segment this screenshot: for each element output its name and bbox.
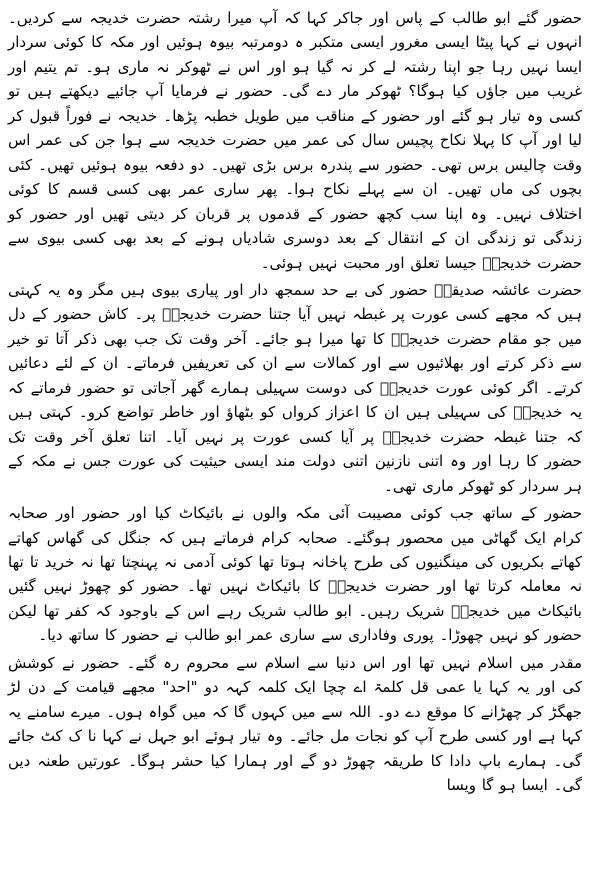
- paragraph-boycott: حضور کے ساتھ جب کوئی مصیبت آئی مکہ والوں نے بائیکاٹ کیا اور حضور اور صحابہ کرام ایک گھاٹی میں محصور ہوگئے۔ صحابہ کرام فرماتے ہیں کہ جنگل کی گھاس کھاتے کھاتے بکریوں کی مینگنیوں کی طرح پاخانہ ہوتا تھا کوئی آدمی نہ پہنچتا تھا نہ خرید تا تھا نہ معاملہ کرتا تھا اور حضرت خدیجہؓ کا بائیکاٹ نہیں تھا۔ حضور کو چھوڑ نہیں گئیں بائیکاٹ میں خدیجہؓ شریک رہیں۔ ابو طالب شریک رہے اس کے باوجود کہ کفر تھا لیکن حضور کو نہیں چھوڑا۔ پوری وفاداری سے ساری عمر ابو طالب نے حضور کا ساتھ دیا۔: [8, 504, 582, 645]
- paragraph-aisha-testimony: حضرت عائشہ صدیقہؓ حضور کی بے حد سمجھ دار اور پیاری بیوی ہیں مگر وہ یہ کہتی ہیں کہ مجھے کسی عورت پر غبطہ نہیں آیا جتنا حضرت خدیجہؓ پر۔ کاش حضور کے دل میں جو مقام حضرت خدیجہؓ کا تھا میرا ہو جائے۔ آخر وقت تک جب بھی ذکر آتا تو خیر سے ذکر کرتے اور بھلائیوں سے اور کمالات سے ان کی تعریفیں فرماتے۔ ان کے لئے دعائیں کرتے۔ اگر کوئی عورت خدیجہؓ کی دوست سہیلی ہمارے گھر آجاتی تو حضور فرماتے کہ یہ خدیجہؓ کی سہیلی ہیں ان کا اعزاز کرواں کو بٹھاؤ اور خاطر تواضع کرو۔ کہتی ہیں کہ جتنا غبطہ حضرت خدیجہؓ پر آیا کسی عورت پر نہیں آیا۔ اتنا تعلق آخر وقت تک حضور کا رہا اور وہ اتنی نازنین اتنی دولت مند ایسی حیثیت کی عورت جس نے مکہ کے ہر سردار کو ٹھوکر ماری تھی۔: [8, 280, 582, 495]
- paragraph-marriage-proposal: حضور گئے ابو طالب کے پاس اور جاکر کہا کہ آپ میرا رشتہ حضرت خدیجہ سے کردیں۔ انہوں نے کہا پیٹا ایسی مغرور ایسی متکبر ہ دومرتبہ بیوہ ہوئیں اور مکہ کا کوئی سردار ایسا نہیں رہا جو اپنا رشتہ لے کر نہ گیا ہو اور اس نے ٹھوکر نہ ماری ہو۔ تم یتیم اور غریب میں جاؤں کیا ہوگا؟ ٹھوکر مار دے گی۔ حضور نے فرمایا آپ جائیے دیکھتے ہیں تو کسی وہ تیار ہو گئے اور حضور کے مناقب میں طویل خطبہ پڑھا۔ خدیجہ نے فوراً قبول کر لیا اور آپ کا پہلا نکاح پچیس سال کی عمر میں حضرت خدیجہ سے ہوا جن کی عمر اس وقت چالیس برس تھی۔ حضور سے پندرہ برس بڑی تھیں۔ دو دفعہ بیوہ ہوئیں تھیں۔ کئی بچوں کی ماں تھیں۔ ان سے پہلے نکاح ہوا۔ پھر ساری عمر بھی کسی قسم کا کوئی اختلاف نہیں۔ وہ اپنا سب کچھ حضور کے قدموں پر قربان کر دیتی تھیں اور حضور کو زندگی تو زندگی ان کے انتقال کے بعد دوسری شادیاں ہونے کے بعد بھی کسی بیوی سے حضرت خدیجہؓ جیسا تعلق اور محبت نہیں ہوئی۔: [8, 9, 582, 272]
- paragraph-abu-talib: مقدر میں اسلام نہیں تھا اور اس دنیا سے اسلام سے محروم رہ گئے۔ حضور نے کوشش کی اور یہ کہا یا عمی قل کلمۃ اے چچا ایک کلمہ کہہ دو "احد" مجھے قیامت کے دن لڑ جھگڑ کر چھڑانے کا موقع دے دو۔ اللہ سے میں کہوں گا کہ میں گواہ ہوں۔ میرے سامنے یہ کہا ہے اور کسی طرح آپ کو نجات مل جائے۔ وہ تیار ہوئے ابو جہل نے کہا نا ک کٹ جائے گی۔ ہمارے باپ دادا کا طریقہ چھوڑ دو گے اور ہمارا کیا حشر ہوگا۔ عورتیں طعنہ دیں گی۔ ایسا ہو گا ویسا: [8, 653, 582, 795]
